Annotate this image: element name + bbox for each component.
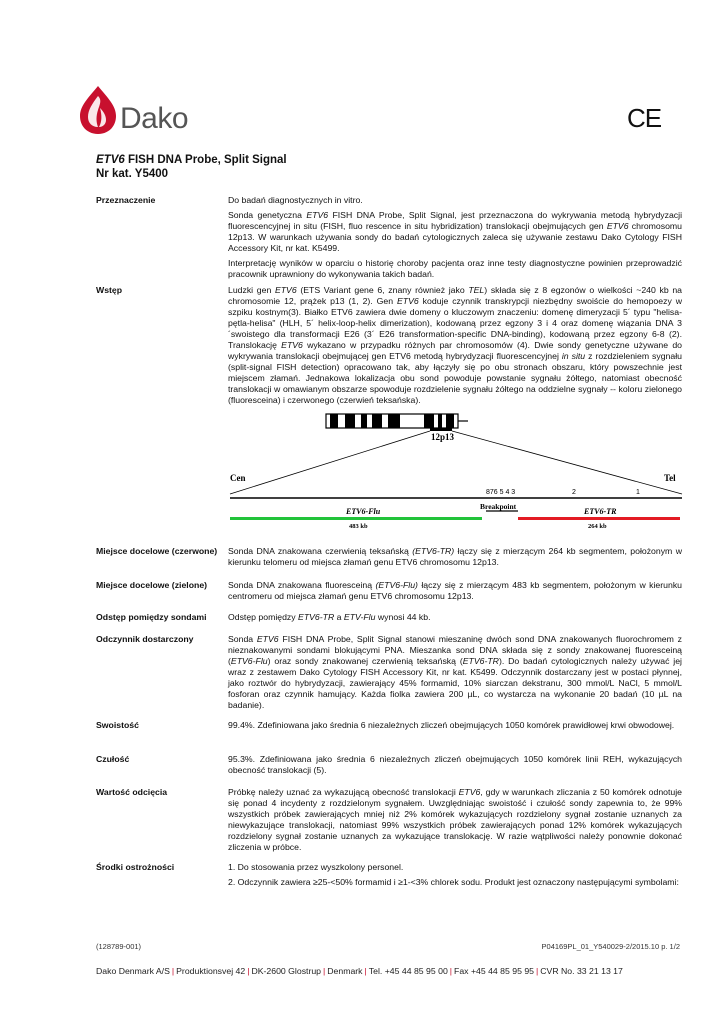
dako-logo	[70, 82, 200, 143]
section-target-green: Miejsce docelowe (zielone) Sonda DNA znakowana fluoresceiną (ETV6-Flu) łączy się z mierzącym 483 kb segmentem, położonym w kierunku centromeru od miejsca złamań genu ETV6 chromosomu 12p13.	[96, 580, 682, 601]
tr-size-label: 264 kb	[588, 523, 607, 530]
section-introduction: Wstęp Ludzki gen ETV6 (ETS Variant gene 6, znany również jako TEL) składa się z 8 egzonów o wielkości ~240 kb na chromosomie 12, prążek p13 (1, 2). Gen ETV6 koduje czynnik transkrypcji niezbędny swoiście do hemopoezy w szpiku kostnym(3). Białko ETV6 zawiera dwie domeny o kluczowym znaczeniu: domenę dimeryzacji 5´ typu "helisa-pętla-helisa" (HLH, 5´ helix-loop-helix dimerization), kodowaną przez egzony 3 i 4 oraz domenę wiązania DNA 3´swoistego dla transformacji E26 (3´ E26 transformation-specific DNA-binding), kodowaną przez egzony 6-8 (2). Translokację ETV6 wykazano w przypadku różnych par chromosomów (4). Dwie sondy genetyczne używane do wykrywania translokacji obejmującej gen ETV6 metodą hybrydyzacji fluorescencyjnej in situ z rozdzieleniem sygnału (split-signal FISH detection) opracowano tak, aby łączyły się po obu stronach obszaru, który powszechnie jest miejscem złamań. Jednakowa lokalizacja obu sond powoduje powstanie sygnału żółtego, natomiast obecność translokacji w omawianym obszarze spowoduje rozdzielenie sygnału żółtego na oddzielne sygnały -- koloru zielonego (fluoresceina) i czerwonego (czerwień teksańska).	[96, 285, 682, 405]
band-label: 12p13	[431, 432, 455, 442]
section-sensitivity: Czułość 95.3%. Zdefiniowana jako średnia 6 niezależnych zliczeń obejmujących 1050 komórek linii REH, wykazujących obecność translokacji (5).	[96, 754, 682, 775]
telomere-label: Tel	[664, 473, 676, 483]
document-title: ETV6 FISH DNA Probe, Split Signal Nr kat. Y5400	[96, 154, 287, 180]
ce-mark: CE	[627, 103, 662, 133]
exon-2-label: 2	[572, 489, 576, 496]
flu-probe-label: ETV6-Flu	[346, 507, 381, 516]
footer-contact: Dako Denmark A/S | Produktionsvej 42 | DK-2600 Glostrup | Denmark | Tel. +45 44 85 95 00 | Fax +45 44 85 95 95 | CVR No. 33 21 13 17	[96, 966, 623, 976]
catalog-number: Nr kat. Y5400	[96, 168, 169, 180]
section-reagent: Odczynnik dostarczony Sonda ETV6 FISH DNA Probe, Split Signal stanowi mieszaninę dwóch sond DNA znakowanych fluorochromem z nieznakowanymi sondami blokującymi PNA. Mieszanka sond DNA składa się z sondy znakowanej fluoresceiną (ETV6-Flu) oraz sondy znakowanej czerwienią teksańską (ETV6-TR). Do badań cytologicznych należy używać jej wraz z zestawem Dako Cytology FISH Accessory Kit, nr kat. K5499. Odczynnik dostarczany jest w postaci płynnej, jako roztwór do hybrydyzacji, zawierający 45% formamid, 10% siarczan dekstranu, 300 mmol/L NaCl, 5 mmol/L fosforan oraz czynnik hamujący. Każda fiolka zawiera 200 µL, co wystarcza na wykonanie 20 badań (10 µL na badanie).	[96, 634, 682, 710]
breakpoint-label: Breakpoint	[480, 502, 517, 511]
section-probe-gap: Odstęp pomiędzy sondami Odstęp pomiędzy ETV6-TR a ETV-Flu wynosi 44 kb.	[96, 612, 431, 622]
footer-ref-right: P04169PL_01_Y540029-2/2015.10 p. 1/2	[541, 942, 680, 951]
section-target-red: Miejsce docelowe (czerwone) Sonda DNA znakowana czerwienią teksańską (ETV6-TR) łączy się z mierzącym 264 kb segmentem, położonym w kierunku telomeru od miejsca złamań genu ETV6 chromosomu 12p13.	[96, 546, 682, 567]
centromere-label: Cen	[230, 473, 246, 483]
flu-size-label: 483 kb	[349, 523, 368, 530]
chromosome-ideogram	[326, 414, 468, 428]
probe-map-diagram	[228, 410, 688, 540]
section-cutoff: Wartość odcięcia Próbkę należy uznać za wykazującą obecność translokacji ETV6, gdy w warunkach zliczania z 50 komórek odnotuje się ponad 4 incydenty z rozdzielonym sygnałem. Uwzględniając swoistość i czułość sondy zapewnia to, że 99% wszystkich próbek zawierających mniej niż 2% komórek wykazujących rozdzielony sygnał zostanie uznanych za niewykazujące translokacji, natomiast 99% wszystkich próbek zawierających ponad 12% komórek wykazujących rozdzielony sygnał zostanie uznanych za wykazujące translokację. W razie wątpliwości należy ponownie dokonać zliczenia w próbce.	[96, 787, 683, 852]
section-intended-use: Przeznaczenie Do badań diagnostycznych in vitro. Sonda genetyczna ETV6 FISH DNA Probe, Split Signal, jest przeznaczona do wykrywania metodą hybrydyzacji fluorescencyjnej in situ (FISH, fluo rescence in situ hybridization) translokacji obejmujących gen ETV6 chromosomu 12p13. W warunkach używania sondy do badań cytologicznych zaleca się używanie zestawu Dako Cytology FISH Accessory Kit, nr kat. K5499. Interpretację wyników w oparciu o historię choroby pacjenta oraz inne testy diagnostyczne powinien przeprowadzić pracownik uprawniony do wykonywania takich badań.	[96, 195, 683, 279]
section-specificity: Swoistość 99.4%. Zdefiniowana jako średnia 6 niezależnych zliczeń obejmujących 1050 komórek prawidłowej krwi obwodowej.	[96, 720, 675, 730]
section-precautions: Środki ostrożności 1. Do stosowania przez wyszkolony personel. 2. Odczynnik zawiera ≥25-<50% formamid i ≥1-<3% chlorek sodu. Produkt jest oznaczony następującymi symbolami:	[96, 862, 679, 887]
tr-probe-bar	[518, 517, 680, 520]
flu-probe-bar	[230, 517, 482, 520]
exon-1-label: 1	[636, 489, 640, 496]
footer-ref-left: (128789-001)	[96, 942, 142, 951]
exon-labels-left: 876 5 4 3	[486, 489, 516, 496]
logo-text: Dako	[120, 102, 189, 135]
tr-probe-label: ETV6-TR	[584, 507, 617, 516]
